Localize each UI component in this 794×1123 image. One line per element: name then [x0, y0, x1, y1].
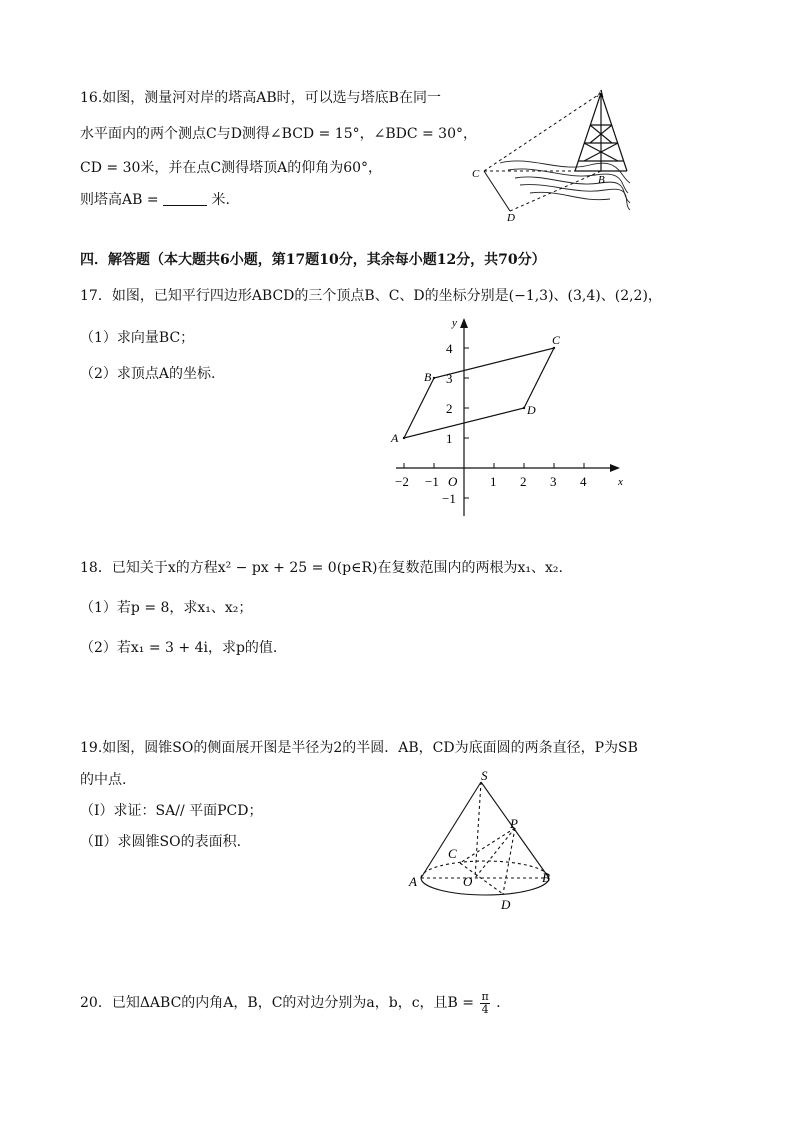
vertex-C — [553, 347, 555, 349]
q16-line4-unit: 米. — [211, 192, 230, 208]
q20-frac-den: 4 — [481, 1002, 489, 1016]
q18-part1: （1）若p = 8，求x₁、x₂； — [80, 600, 253, 616]
fig16-label-D: D — [507, 212, 515, 224]
y-axis-arrow — [460, 318, 468, 328]
y-tick-label: 4 — [446, 341, 453, 356]
cone-figure — [405, 770, 575, 915]
fig19-label-B: B — [542, 870, 550, 885]
q20-frac-num: π — [481, 989, 489, 1003]
fig16-label-C: C — [472, 168, 480, 180]
origin-label: O — [448, 474, 458, 489]
q20-fraction — [480, 991, 489, 1016]
fig19-label-O: O — [463, 874, 473, 889]
answer-blank — [163, 191, 207, 206]
x-tick-label: 1 — [490, 474, 497, 489]
parallelogram-ABCD — [404, 348, 554, 438]
y-tick-label: 2 — [446, 401, 453, 416]
q18-part2: （2）若x₁ = 3 + 4i，求p的值. — [80, 640, 278, 656]
x-axis-label: x — [618, 476, 623, 488]
vertex-D — [523, 407, 525, 409]
vertex-A — [403, 437, 405, 439]
fig19-label-P: P — [510, 816, 518, 831]
vertex-B — [433, 377, 435, 379]
y-tick-label: −1 — [442, 491, 456, 506]
x-tick-label: 4 — [580, 474, 587, 489]
vertex-label-B: B — [424, 370, 432, 384]
vertex-label-D: D — [527, 403, 536, 417]
base-ellipse-back — [421, 861, 549, 878]
cone-side-left — [421, 782, 481, 878]
q20-stem-text: 20．已知ΔABC的内角A，B，C的对边分别为a，b，c，且B = — [80, 995, 475, 1011]
q19-line2: 的中点. — [80, 772, 127, 788]
cone-axis-SO — [475, 782, 481, 878]
x-tick-label: −1 — [425, 474, 439, 489]
measure-lines — [484, 93, 601, 211]
q16-line1: 16.如图，测量河对岸的塔高AB时，可以选与塔底B在同一 — [80, 90, 441, 106]
fig19-label-C: C — [448, 846, 457, 861]
fig16-label-A: A — [597, 88, 604, 100]
q16-line3: CD = 30米，并在点C测得塔顶A的仰角为60°， — [80, 160, 383, 176]
fig19-label-S: S — [481, 768, 488, 783]
coordinate-chart — [380, 317, 623, 523]
y-tick-label: 3 — [446, 371, 453, 386]
x-tick-label: −2 — [395, 474, 409, 489]
x-tick-label: 3 — [550, 474, 557, 489]
q16-line2: 水平面内的两个测点C与D测得∠BCD = 15°，∠BDC = 30°， — [80, 126, 477, 142]
fig16-label-B: B — [598, 174, 605, 186]
segment-PC — [460, 828, 515, 863]
tower — [575, 93, 627, 171]
q16-line4 — [80, 190, 230, 210]
vertex-label-C: C — [552, 333, 561, 347]
y-tick-label: 1 — [446, 431, 453, 446]
q17-stem: 17．如图，已知平行四边形ABCD的三个顶点B、C、D的坐标分别是(−1,3)、(3,4)、(2,2)， — [80, 288, 662, 304]
tower-figure — [470, 85, 630, 225]
q17-part1: （1）求向量BC； — [80, 330, 195, 346]
segment-PO — [475, 828, 515, 878]
segment-PD — [503, 828, 515, 894]
fig19-label-A: A — [409, 874, 417, 889]
y-axis-label: y — [452, 317, 457, 329]
fig19-label-D: D — [501, 897, 511, 912]
x-axis-arrow — [610, 464, 620, 472]
q20-stem-end: . — [496, 995, 501, 1011]
q17-part2: （2）求顶点A的坐标. — [80, 366, 216, 382]
section-heading: 四．解答题（本大题共6小题，第17题10分，其余每小题12分，共70分） — [80, 252, 546, 268]
x-tick-label: 2 — [520, 474, 527, 489]
q19-line1: 19.如图，圆锥SO的侧面展开图是半径为2的半圆．AB，CD为底面圆的两条直径，P为SB — [80, 740, 638, 756]
river — [500, 161, 630, 210]
q16-line4-text: 则塔高AB = — [80, 192, 159, 208]
q19-part2: （Ⅱ）求圆锥SO的表面积. — [80, 834, 242, 850]
vertex-label-A: A — [391, 431, 399, 445]
q18-stem: 18．已知关于x的方程x² − px + 25 = 0(p∈R)在复数范围内的两根为x₁、x₂. — [80, 560, 563, 576]
q19-part1: （Ⅰ）求证：SA// 平面PCD； — [80, 803, 263, 819]
q20-stem — [80, 990, 501, 1016]
